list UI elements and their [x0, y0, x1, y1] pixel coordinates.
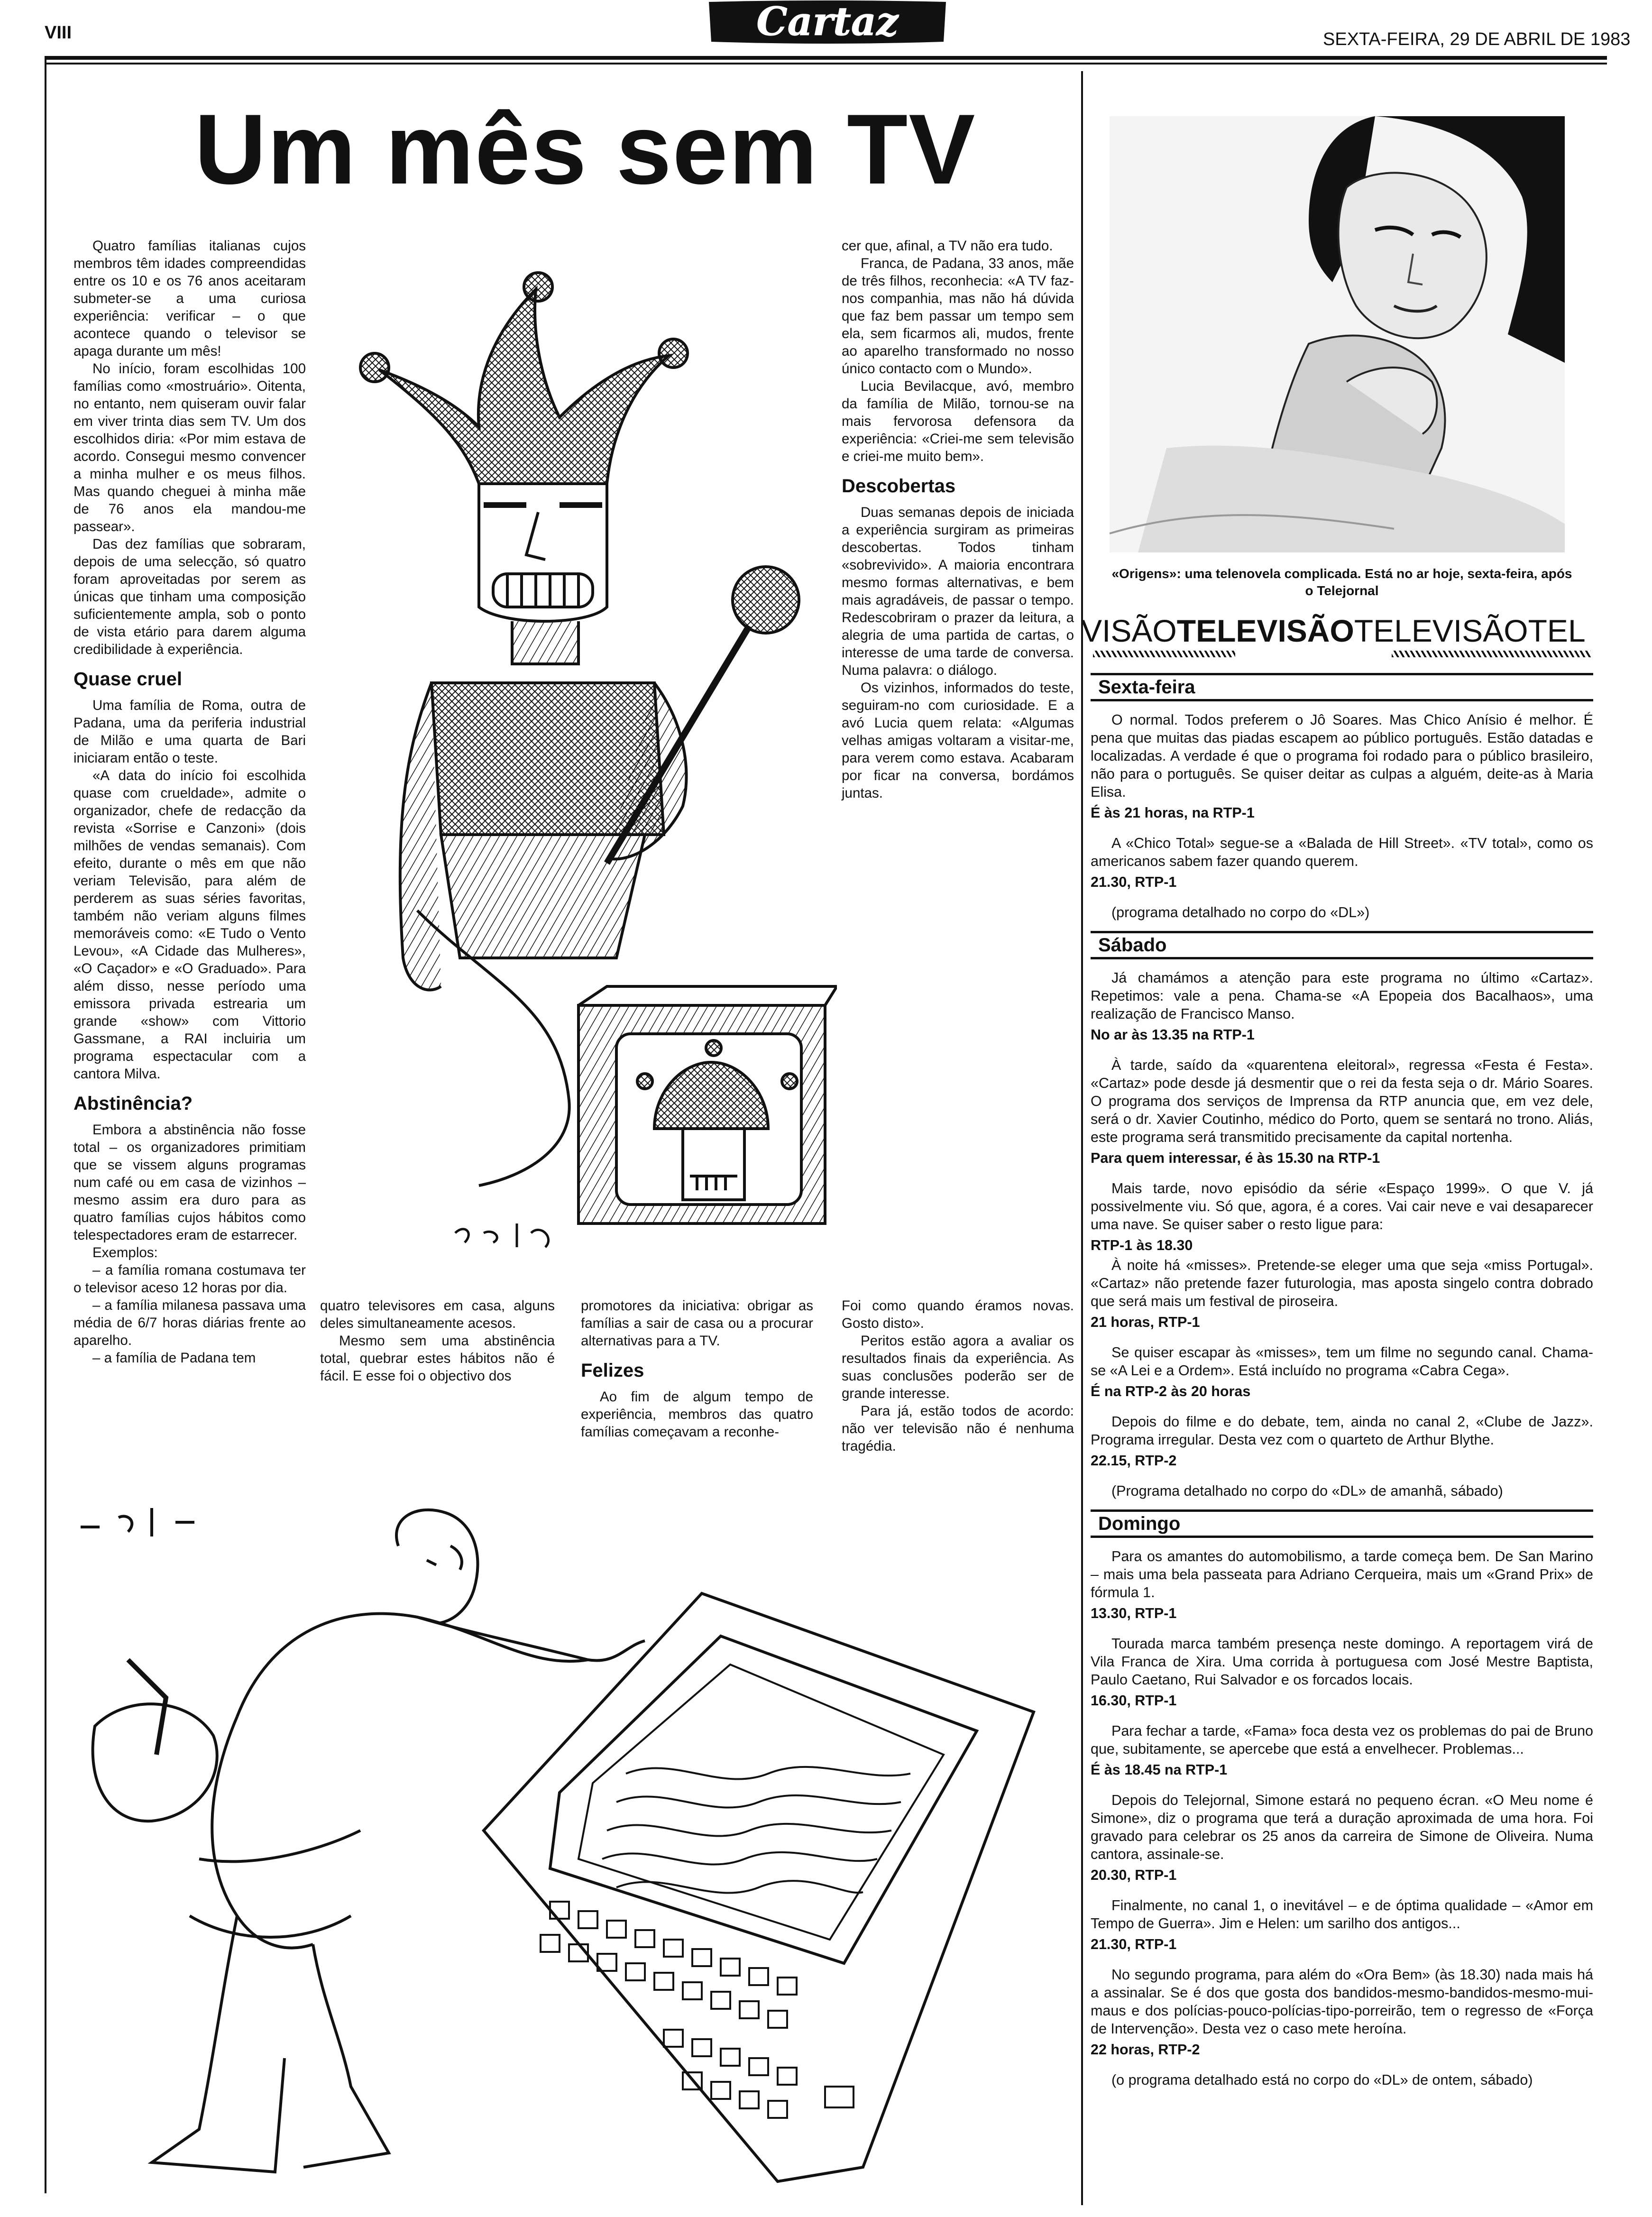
program-time: RTP-1 às 18.30 — [1091, 1237, 1193, 1253]
paragraph: promotores da iniciativa: obrigar as famílias a sair de casa ou a procurar alternativas para a TV. — [581, 1298, 813, 1349]
logo-text: Cartaz — [756, 0, 899, 45]
program-description: À tarde, saído da «quarentena eleitoral», regressa «Festa é Festa». «Cartaz» pode desde já desmentir que o rei da festa seja o dr. Mário Soares. O programa dos serviços de Imprensa da RTP anuncia que, em vez dele, será o dr. Xavier Coutinho, médico do Porto, quem se sentará no trono. Aliás, este programa será transmitido precisamente da capital nortenha. — [1091, 1057, 1593, 1145]
column-divider — [1081, 71, 1083, 2205]
program-description: Para os amantes do automobilismo, a tarde começa bem. De San Marino – mais uma bela passeata para Adriano Cerqueira, mais um «Grand Prix» de fórmula 1. — [1091, 1548, 1593, 1601]
paragraph: Exemplos: — [92, 1245, 158, 1260]
subheading: Quase cruel — [73, 669, 183, 690]
paragraph: quatro televisores em casa, alguns deles simultaneamente acesos. — [320, 1298, 555, 1331]
subheading: Felizes — [581, 1360, 644, 1381]
paragraph: – a família milanesa passava uma média de 6/7 horas diárias frente ao aparelho. — [73, 1297, 306, 1348]
banner-main: TELEVISÃO — [1176, 613, 1354, 648]
banner-left: VISÃO — [1081, 613, 1177, 648]
program-description: Já chamámos a atenção para este programa no último «Cartaz». Repetimos: vale a pena. Chama-se «A Epopeia dos Bacalhaos», uma realização de Francisco Manso. — [1091, 970, 1593, 1022]
header-rule-thin — [45, 63, 1607, 64]
program-description: Depois do Telejornal, Simone estará no pequeno écran. «O Meu nome é Simone», diz o programa que terá a duração aproximada de uma hora. Foi gravado para celebrar os 25 anos da carreira de Simone de Oliveira. Numa cantora, assinale-se. — [1091, 1792, 1593, 1862]
day-heading-domingo: Domingo — [1091, 1509, 1593, 1538]
tv-listings — [1091, 666, 1593, 2098]
paragraph: Para já, estão todos de acordo: não ver televisão não é nenhuma tragédia. — [842, 1403, 1074, 1454]
program-time: É às 18.45 na RTP-1 — [1091, 1762, 1228, 1778]
paragraph: – a família romana costumava ter o televisor aceso 12 horas por dia. — [73, 1262, 306, 1296]
program-time: 21 horas, RTP-1 — [1091, 1314, 1200, 1330]
program-description: À noite há «misses». Pretende-se eleger uma que seja «miss Portugal». «Cartaz» não pretende fazer futurologia, mas aposta singelo contra dobrado que será mais um festival de piroseira. — [1091, 1257, 1593, 1309]
program-description: Finalmente, no canal 1, o inevitável – e de óptima qualidade – «Amor em Tempo de Guerra». Jim e Helen: um sarilho dos antigos... — [1091, 1897, 1593, 1932]
program-description: O normal. Todos preferem o Jô Soares. Mas Chico Anísio é melhor. É pena que muitas das piadas escapem ao público português. Estão datadas e localizadas. A verdade é que o programa foi rodado para o público brasileiro, não para o português. Se quiser deitar as culpas a alguém, deite-as à Maria Elisa. — [1091, 712, 1593, 800]
article-column-4 — [842, 237, 1074, 802]
paragraph: Embora a abstinência não fosse total – os organizadores primitiam que se vissem alguns programas num café ou em casa de vizinhos – mesmo assim era duro para as quatro famílias cujos hábitos como telespectadores eram de estarrecer. — [73, 1122, 306, 1243]
program-time: 21.30, RTP-1 — [1091, 1936, 1177, 1952]
paragraph: Uma família de Roma, outra de Padana, uma da periferia industrial de Milão e uma quarta de Bari iniciaram então o teste. — [73, 698, 306, 766]
article-column-4-continued — [842, 1297, 1074, 1455]
program-description: Depois do filme e do debate, tem, ainda no canal 2, «Clube de Jazz». Programa irregular. Desta vez com o quarteto de Arthur Blythe. — [1091, 1414, 1593, 1448]
day-heading-sabado: Sábado — [1091, 931, 1593, 959]
article-column-2 — [320, 1297, 555, 1385]
program-time: 21.30, RTP-1 — [1091, 874, 1177, 890]
paragraph: cer que, afinal, a TV não era tudo. — [842, 238, 1053, 254]
page-number: VIII — [45, 23, 72, 43]
paragraph: Franca, de Padana, 33 anos, mãe de três filhos, reconhecia: «A TV faz-nos companhia, mas não há dúvida que faz bem passar um tempo sem ela, sem ficarmos ali, mudos, frente ao aparelho transformado no nosso único contacto com o Mundo». — [842, 256, 1074, 377]
program-time: 22.15, RTP-2 — [1091, 1453, 1177, 1469]
program-description: Tourada marca também presença neste domingo. A reportagem virá de Vila Franca de Xira. Uma corrida à portuguesa com José Mestre Baptista, Paulo Caetano, Rui Salvador e os forcados locais. — [1091, 1636, 1593, 1688]
paragraph: No início, foram escolhidas 100 famílias como «mostruário». Oitenta, no entanto, nem quiseram ouvir falar em viver trinta dias sem TV. Um dos escolhidos diria: «Por mim estava de acordo. Consegui mesmo convencer a minha mulher e os meus filhos. Mas quando cheguei à minha mãe de 76 anos ela mandou-me passear». — [73, 361, 306, 534]
paragraph: Duas semanas depois de iniciada a experiência surgiram as primeiras descobertas. Todos tinham «sobrevivido». A maioria encontrara mesmo formas alternativas, e bem mais agradáveis, de passar o tempo. Redescobriram o prazer da leitura, a alegria de uma partida de cartas, o interesse de uma tarde de conversa. Numa palavra: o diálogo. — [842, 505, 1074, 678]
paragraph: «A data do início foi escolhida quase com crueldade», admite o organizador, chefe de redacção da revista «Sorrise e Canzoni» (dois milhões de vendas semanais). Com efeito, durante o mês em que não veriam Televisão, para além de perderem as suas séries favoritas, também não veriam alguns filmes memoráveis como: «E Tudo o Vento Levou», «A Cidade das Mulheres», «O Caçador» e «O Graduado». Para além disso, nesse período uma emissora privada estrearia um grande «show» com Vittorio Gassmane, a RAI incluiria um programa espectacular com a cantora Milva. — [73, 768, 306, 1082]
article-column-1 — [73, 237, 306, 1367]
page-left-rule — [45, 59, 46, 2193]
program-time: É às 21 horas, na RTP-1 — [1091, 805, 1255, 821]
program-time: Para quem interessar, é às 15.30 na RTP-1 — [1091, 1150, 1380, 1166]
caption-title: «Origens» — [1111, 566, 1177, 581]
paragraph: – a família de Padana tem — [92, 1350, 256, 1366]
subheading: Abstinência? — [73, 1093, 193, 1114]
cartaz-logo — [699, 0, 955, 46]
paragraph: Foi como quando éramos novas. Gosto disto». — [842, 1298, 1074, 1331]
banner-hatch-right — [1392, 651, 1591, 657]
tv-banner — [1081, 612, 1591, 650]
banner-hatch-left — [1093, 651, 1235, 657]
caveman-illustration — [57, 1489, 1086, 2210]
paragraph: Os vizinhos, informados do teste, seguiram-no com curiosidade. E a avó Lucia quem relata: «Algumas velhas amigas voltaram a visitar-me, para verem como estava. Acabaram por ficar na conversa, bordámos juntas. — [842, 680, 1074, 801]
program-time: 13.30, RTP-1 — [1091, 1605, 1177, 1621]
program-description: Para fechar a tarde, «Fama» foca desta vez os problemas do pai de Bruno que, subitamente, se apercebe que está a envelhecer. Problemas... — [1091, 1723, 1593, 1757]
article-column-3 — [581, 1297, 813, 1441]
program-note: (o programa detalhado está no corpo do «DL» de ontem, sábado) — [1111, 2072, 1533, 2088]
banner-right: TELEVISÃOTEL — [1354, 613, 1586, 648]
paragraph: Peritos estão agora a avaliar os resultados finais da experiência. As suas conclusões poderão ser de grande interesse. — [842, 1333, 1074, 1401]
program-note: (programa detalhado no corpo do «DL») — [1111, 904, 1370, 920]
paragraph: Ao fim de algum tempo de experiência, membros das quatro famílias começavam a reconhe- — [581, 1389, 813, 1440]
header-rule — [45, 56, 1607, 60]
program-description: Se quiser escapar às «misses», tem um filme no segundo canal. Chama-se «A Lei e a Ordem». Está incluído no programa «Cabra Cega». — [1091, 1344, 1593, 1379]
program-description: No segundo programa, para além do «Ora Bem» (às 18.30) nada mais há a assinalar. Se é dos que gosta dos bandidos-mesmo-bandidos-mesmo-mui-maus e dos polícias-pouco-polícias-tipo-porreirão, tem o regresso de «Força de Intervenção». Desta vez o caso mete heroína. — [1091, 1967, 1593, 2037]
photo-caption — [1110, 565, 1574, 599]
subheading: Descobertas — [842, 476, 956, 497]
paragraph: Quatro famílias italianas cujos membros têm idades compreendidas entre os 10 e os 76 anos aceitaram submeter-se a uma curiosa experiência: verificar – o que acontece quando o televisor se apaga durante um mês! — [73, 238, 306, 359]
program-description: A «Chico Total» segue-se a «Balada de Hill Street». «TV total», como os americanos sabem fazer quando querem. — [1091, 835, 1593, 869]
program-time: 20.30, RTP-1 — [1091, 1867, 1177, 1883]
jester-illustration — [322, 247, 837, 1280]
program-time: 16.30, RTP-1 — [1091, 1693, 1177, 1709]
paragraph: Lucia Bevilacque, avó, membro da família de Milão, tornou-se na mais fervorosa defensora da experiência: «Criei-me sem televisão e criei-me muito bem». — [842, 378, 1074, 464]
program-description: Mais tarde, novo episódio da série «Espaço 1999». O que V. já possivelmente viu. Só que, agora, é a cores. Vai cair neve e vai desaparecer uma nave. Se quiser saber o resto ligue para: — [1091, 1180, 1593, 1233]
program-time: No ar às 13.35 na RTP-1 — [1091, 1027, 1255, 1043]
program-time: 22 horas, RTP-2 — [1091, 2042, 1200, 2058]
day-heading-sexta: Sexta-feira — [1091, 673, 1593, 701]
program-time: É na RTP-2 às 20 horas — [1091, 1383, 1251, 1399]
paragraph: Das dez famílias que sobraram, depois de uma selecção, só quatro foram aproveitadas por serem as únicas que tinham uma composição suficientemente ampla, sob o ponto de vista etário para darem alguma credibilidade à experiência. — [73, 536, 306, 657]
caption-text: : uma telenovela complicada. Está no ar hoje, sexta-feira, após o Telejornal — [1176, 566, 1572, 598]
issue-date: SEXTA-FEIRA, 29 DE ABRIL DE 1983 — [1323, 29, 1631, 49]
article-title: Um mês sem TV — [194, 93, 976, 205]
paragraph: Mesmo sem uma abstinência total, quebrar estes hábitos não é fácil. E esse foi o objectivo dos — [320, 1333, 555, 1384]
program-note: (Programa detalhado no corpo do «DL» de amanhã, sábado) — [1111, 1483, 1503, 1499]
woman-photo — [1110, 116, 1565, 552]
